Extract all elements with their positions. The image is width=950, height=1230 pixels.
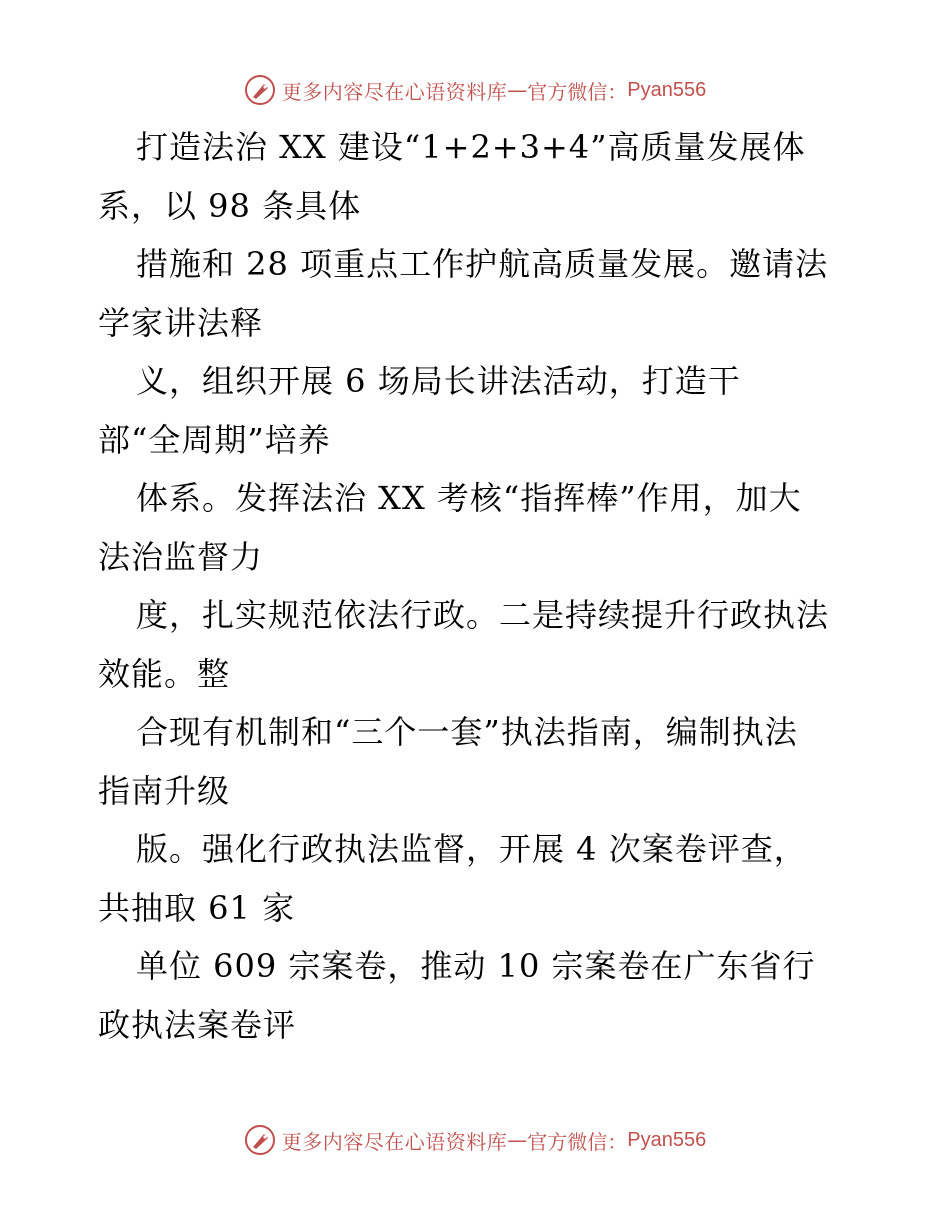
body-line: 版。强化行政执法监督，开展 4 次案卷评查， bbox=[136, 830, 807, 868]
body-line: 打造法治 XX 建设“1+2+3+4”高质量发展体 bbox=[136, 128, 806, 166]
watermark-id: Pyan556 bbox=[627, 1128, 707, 1151]
body-line: 共抽取 61 家 bbox=[98, 888, 296, 927]
watermark-dash: — bbox=[507, 1128, 528, 1152]
body-line: 体系。发挥法治 XX 考核“指挥棒”作用，加大 bbox=[136, 479, 802, 517]
body-line: 合现有机制和“三个一套”执法指南，编制执法 bbox=[136, 713, 798, 751]
body-line: 义，组织开展 6 场局长讲法活动，打造干 bbox=[136, 362, 741, 400]
body-line: 法治监督力 bbox=[98, 537, 264, 576]
body-line: 单位 609 宗案卷，推动 10 宗案卷在广东省行 bbox=[136, 947, 816, 985]
header-watermark bbox=[0, 70, 950, 110]
body-line: 度，扎实规范依法行政。二是持续提升行政执法 bbox=[136, 596, 830, 634]
pen-nib-logo-icon bbox=[244, 1124, 276, 1156]
watermark-label: 官方微信： bbox=[527, 79, 628, 104]
body-line: 部“全周期”培养 bbox=[98, 420, 331, 459]
body-line: 政执法案卷评 bbox=[98, 1005, 297, 1044]
watermark-id: Pyan556 bbox=[627, 78, 707, 101]
document-body bbox=[98, 118, 858, 1054]
body-line: 措施和 28 项重点工作护航高质量发展。邀请法 bbox=[136, 245, 829, 283]
watermark-label: 官方微信： bbox=[527, 1129, 628, 1154]
body-line: 系，以 98 条具体 bbox=[98, 186, 362, 225]
watermark-dash: — bbox=[507, 78, 528, 102]
pen-nib-logo-icon bbox=[244, 74, 276, 106]
body-line: 学家讲法释 bbox=[98, 303, 264, 342]
watermark-text: 更多内容尽在心语资料库 bbox=[281, 1129, 508, 1154]
watermark-text: 更多内容尽在心语资料库 bbox=[281, 79, 508, 104]
footer-watermark bbox=[0, 1120, 950, 1160]
body-line: 效能。整 bbox=[98, 654, 231, 693]
body-line: 指南升级 bbox=[98, 771, 231, 810]
